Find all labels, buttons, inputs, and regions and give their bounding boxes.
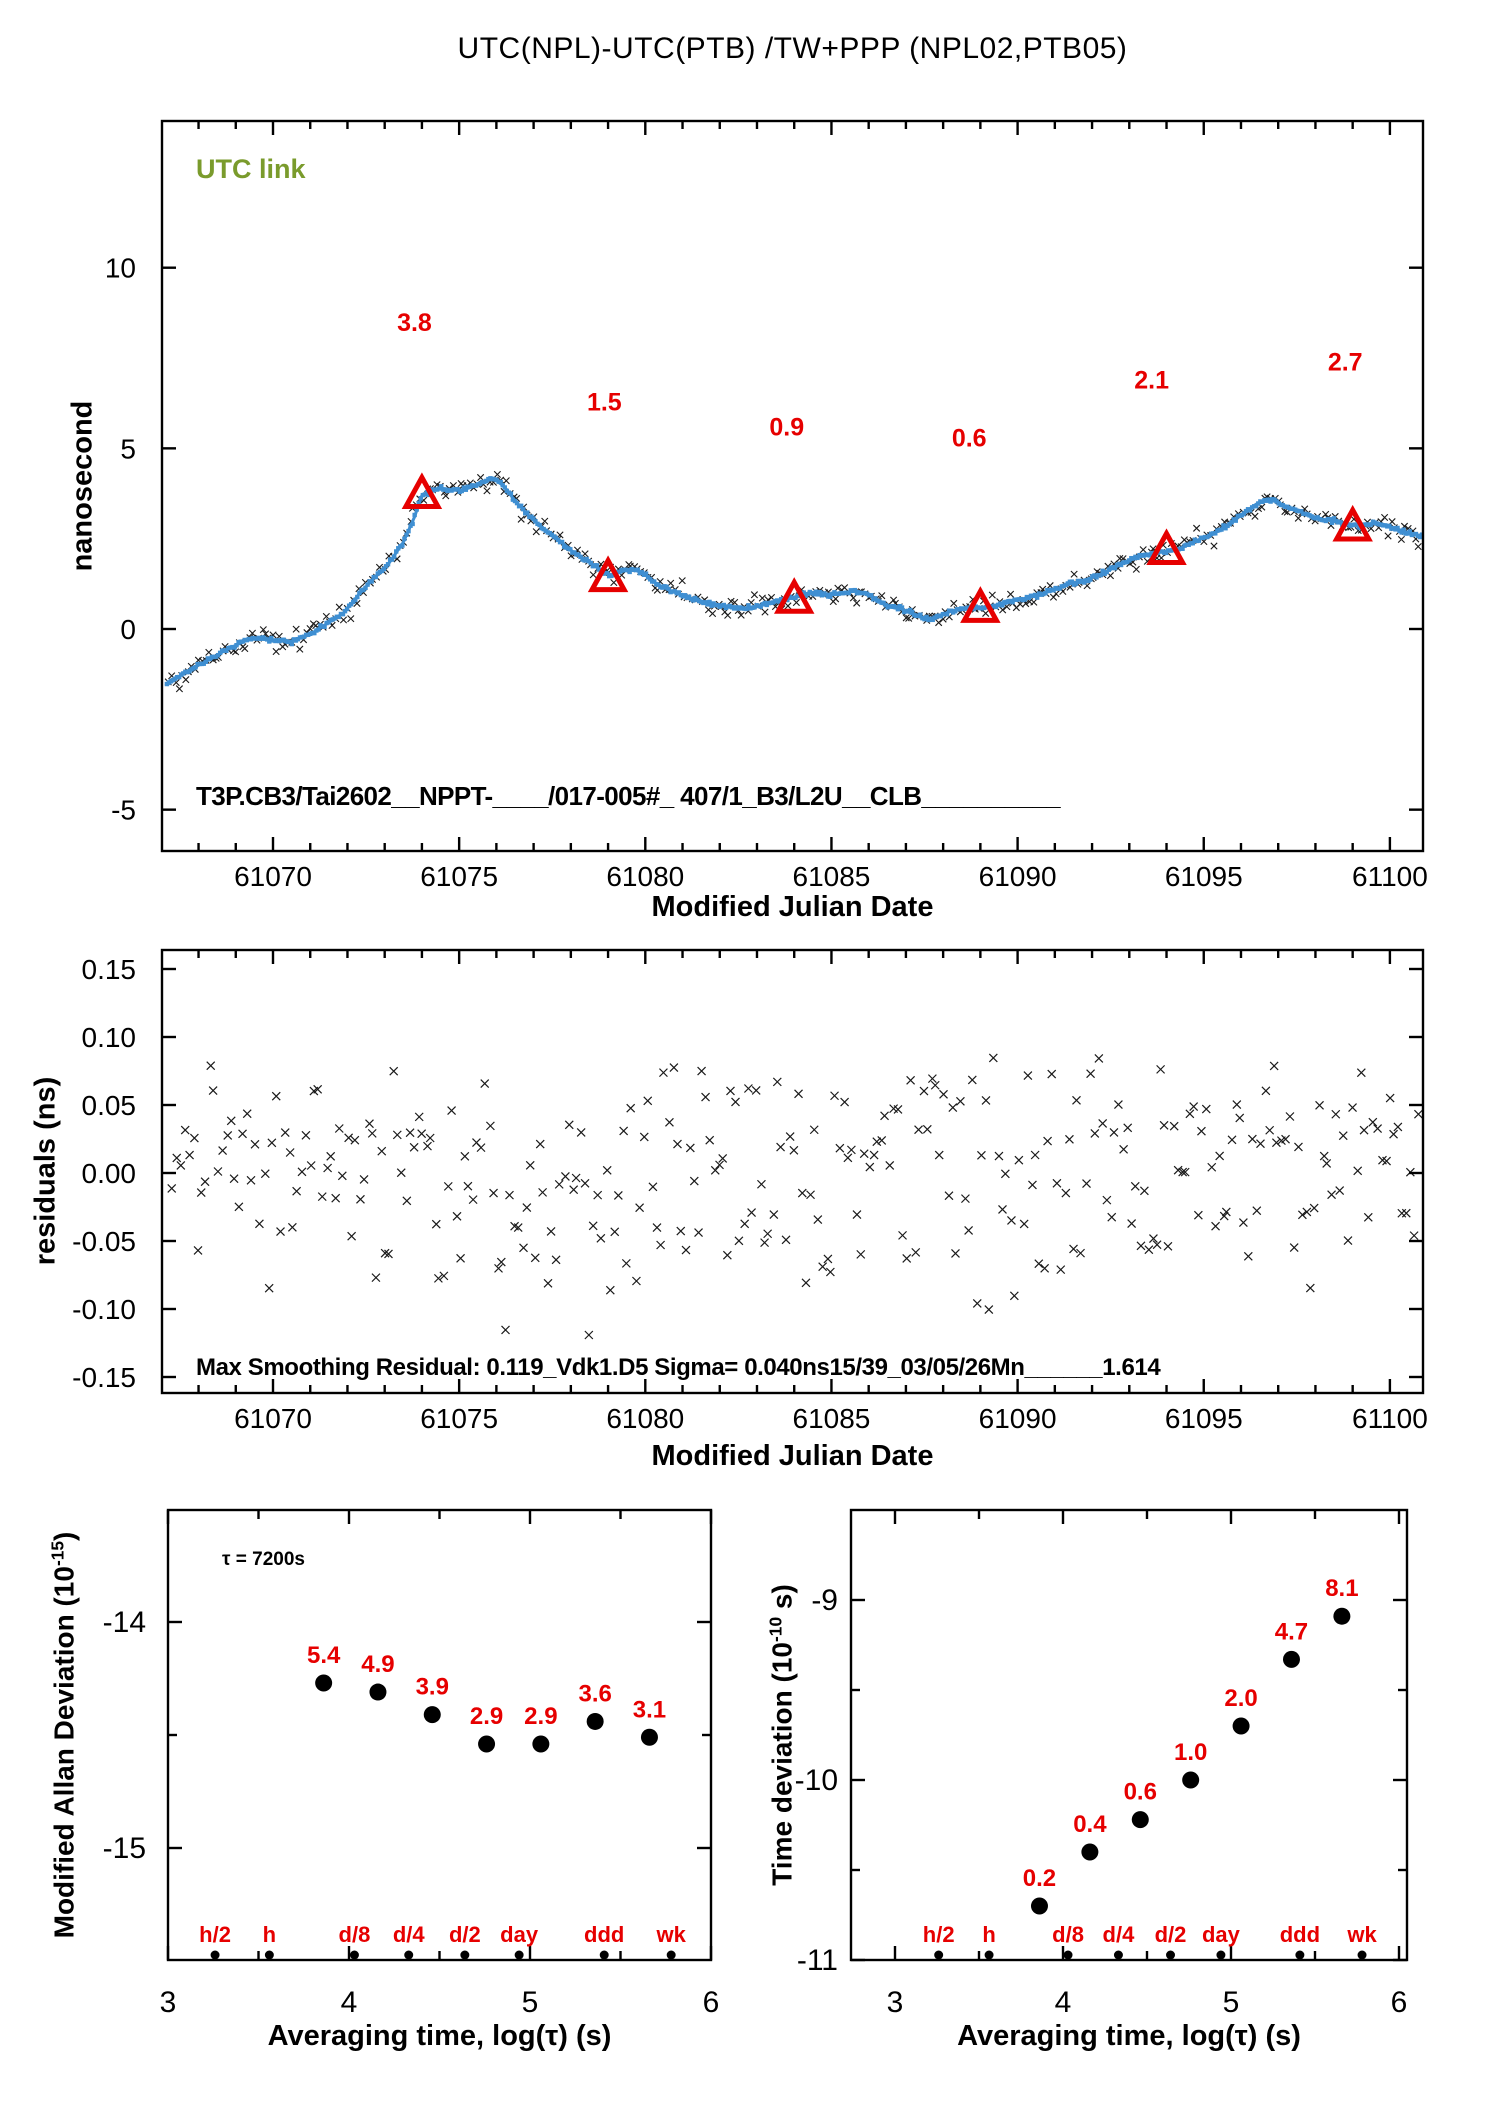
y-tick-label: -0.15 <box>72 1362 136 1393</box>
x-tick-label: 61085 <box>792 1403 871 1434</box>
mdev-points <box>307 1642 666 1753</box>
tau-marker-dot <box>460 1951 469 1960</box>
x-tick-label: 61090 <box>978 861 1057 892</box>
y-tick-label: -0.05 <box>72 1226 136 1257</box>
calibration-value-labels <box>397 309 1363 453</box>
calibration-value-label: 2.7 <box>1327 348 1363 377</box>
link-config-annotation: T3P.CB3/Tai2602__NPPT-____/017-005#_ 407/1_B3/L2U__CLB__________ <box>196 781 1061 811</box>
x-tick-label: 4 <box>340 1986 358 2019</box>
x-tick-label: 3 <box>159 1986 177 2019</box>
x-tick-label: 61100 <box>1352 1403 1428 1434</box>
tdev-value-label: 4.7 <box>1274 1618 1309 1646</box>
tau-marker-dot <box>600 1951 609 1960</box>
top-panel <box>105 121 1428 892</box>
y-tick-label: -5 <box>111 794 136 826</box>
mdev-data-point <box>532 1736 549 1753</box>
tau-marker-dot <box>1064 1951 1073 1960</box>
mdev-tau-markers <box>199 1922 686 1960</box>
mdev-value-label: 3.6 <box>578 1680 612 1708</box>
tau-marker-dot <box>1295 1951 1304 1960</box>
tdev-value-label: 1.0 <box>1173 1739 1208 1766</box>
tau-marker-label: d/2 <box>448 1922 481 1947</box>
tdev-value-label: 0.6 <box>1123 1778 1157 1806</box>
tau-marker-label: d/4 <box>1102 1922 1135 1947</box>
x-tick-label: 61075 <box>420 1403 499 1434</box>
tau-marker-dot <box>667 1951 676 1960</box>
mid-yaxis-title: residuals (ns) <box>29 1076 62 1266</box>
tau-marker-dot <box>350 1951 359 1960</box>
tdev-panel <box>795 1510 1408 2019</box>
top-panel-axes <box>105 121 1428 892</box>
mdev-data-point <box>369 1684 386 1701</box>
tau-marker-dot <box>1358 1951 1367 1960</box>
tau-marker-label: h <box>262 1922 277 1947</box>
tau-marker-label: h <box>982 1922 996 1947</box>
x-tick-label: 61080 <box>606 861 685 892</box>
residuals-axes <box>72 950 1428 1434</box>
smoothing-residual-annotation: Max Smoothing Residual: 0.119_Vdk1.D5 Sigma= 0.040ns15/39_03/05/26Mn______1.614 <box>196 1354 1161 1381</box>
x-tick-label: 61085 <box>792 861 871 892</box>
tdev-xaxis-title: Averaging time, log(τ) (s) <box>957 2020 1301 2052</box>
tdev-data-point <box>1081 1844 1098 1861</box>
tau-marker-label: d/4 <box>392 1922 425 1947</box>
residuals-scatter <box>168 1054 1423 1339</box>
tau-marker-label: ddd <box>584 1922 625 1947</box>
mdev-value-label: 3.1 <box>632 1696 667 1724</box>
y-tick-label: -11 <box>796 1944 838 1977</box>
y-tick-label: -10 <box>794 1764 838 1797</box>
x-tick-label: 61095 <box>1164 861 1243 892</box>
calibration-value-label: 1.5 <box>586 388 622 417</box>
top-yaxis-title: nanosecond <box>66 400 99 572</box>
tau-marker-dot <box>404 1951 413 1960</box>
mdev-data-point <box>478 1736 495 1753</box>
tdev-data-point <box>1333 1608 1350 1625</box>
tdev-value-label: 0.2 <box>1022 1865 1057 1892</box>
x-tick-label: 61075 <box>420 861 499 892</box>
tau-marker-label: wk <box>1347 1922 1377 1947</box>
tdev-data-point <box>1132 1811 1149 1828</box>
calibration-value-label: 0.9 <box>769 413 805 442</box>
tau-note: τ = 7200s <box>222 1549 305 1570</box>
mdev-xaxis-title: Averaging time, log(τ) (s) <box>267 2020 612 2052</box>
mdev-data-point <box>315 1675 332 1692</box>
tdev-data-point <box>1182 1772 1199 1789</box>
top-xaxis-title: Modified Julian Date <box>651 891 934 923</box>
tau-marker-label: d/2 <box>1154 1922 1187 1947</box>
x-tick-label: 61100 <box>1352 861 1428 892</box>
tau-marker-label: d/8 <box>338 1922 371 1947</box>
y-tick-label: 0.10 <box>81 1022 136 1053</box>
mdev-yaxis-base: Modified Allan Deviation (10 <box>48 1566 80 1939</box>
tau-marker-dot <box>985 1951 994 1960</box>
residuals-panel <box>72 950 1428 1434</box>
calibration-value-label: 0.6 <box>951 424 987 453</box>
tau-marker-label: wk <box>656 1922 686 1947</box>
tdev-yaxis-close: s) <box>766 1584 798 1617</box>
x-tick-label: 3 <box>886 1986 904 2019</box>
tau-marker-dot <box>1114 1951 1123 1960</box>
y-tick-label: 0 <box>120 614 136 645</box>
tau-marker-dot <box>211 1951 220 1960</box>
y-tick-label: 10 <box>104 252 136 284</box>
mdev-yaxis-exponent: -15 <box>47 1540 68 1567</box>
mdev-value-label: 2.9 <box>469 1703 504 1731</box>
tdev-value-label: 2.0 <box>1224 1685 1258 1712</box>
x-tick-label: 4 <box>1054 1986 1072 2019</box>
y-tick-label: 0.00 <box>81 1158 136 1189</box>
mdev-data-point <box>587 1713 604 1730</box>
x-tick-label: 5 <box>1222 1986 1240 2019</box>
y-tick-label: 0.15 <box>81 954 136 985</box>
x-tick-label: 61070 <box>234 1403 312 1434</box>
x-tick-label: 6 <box>702 1986 720 2019</box>
calibration-value-label: 2.1 <box>1134 366 1170 395</box>
mdev-value-label: 4.9 <box>361 1651 395 1679</box>
x-tick-label: 5 <box>521 1986 539 2019</box>
mdev-data-point <box>424 1706 441 1723</box>
tau-marker-label: h/2 <box>199 1922 231 1947</box>
tau-marker-label: day <box>500 1922 539 1947</box>
tdev-yaxis-exponent: -10 <box>765 1616 786 1642</box>
y-tick-label: 0.05 <box>81 1090 136 1121</box>
y-tick-label: -15 <box>102 1832 146 1865</box>
tau-marker-label: d/8 <box>1052 1922 1084 1947</box>
tdev-data-point <box>1283 1651 1300 1668</box>
tau-marker-label: day <box>1201 1922 1240 1947</box>
y-tick-label: 5 <box>120 433 136 465</box>
tdev-value-label: 8.1 <box>1325 1575 1359 1603</box>
tau-marker-label: ddd <box>1279 1922 1321 1947</box>
mdev-yaxis-close: ) <box>48 1531 80 1541</box>
mdev-value-label: 3.9 <box>415 1673 449 1701</box>
tdev-tau-markers <box>923 1922 1378 1960</box>
x-tick-label: 6 <box>1390 1986 1408 2019</box>
calibration-triangles <box>406 478 1369 621</box>
tdev-points <box>1023 1575 1359 1914</box>
tau-marker-dot <box>1166 1951 1175 1960</box>
x-tick-label: 61090 <box>978 1403 1057 1434</box>
tau-marker-dot <box>515 1951 524 1960</box>
tau-marker-dot <box>1216 1951 1225 1960</box>
tdev-data-point <box>1233 1718 1250 1735</box>
tau-marker-dot <box>265 1951 274 1960</box>
mdev-panel <box>103 1510 720 2019</box>
mdev-value-label: 2.9 <box>524 1703 558 1731</box>
tdev-value-label: 0.4 <box>1073 1811 1107 1838</box>
tau-marker-dot <box>934 1951 943 1960</box>
utc-link-legend: UTC link <box>196 154 306 184</box>
mid-xaxis-title: Modified Julian Date <box>651 1440 934 1472</box>
x-tick-label: 61080 <box>606 1403 685 1434</box>
tdev-yaxis-base: Time deviation (10 <box>766 1641 798 1886</box>
tau-marker-label: h/2 <box>922 1922 955 1947</box>
page-title: UTC(NPL)-UTC(PTB) /TW+PPP (NPL02,PTB05) <box>457 32 1128 65</box>
mdev-value-label: 5.4 <box>306 1642 341 1670</box>
x-tick-label: 61070 <box>234 861 312 892</box>
mdev-data-point <box>641 1729 658 1746</box>
tdev-data-point <box>1031 1898 1048 1915</box>
calibration-value-label: 3.8 <box>397 308 432 337</box>
y-tick-label: -0.10 <box>72 1294 136 1325</box>
y-tick-label: -14 <box>102 1606 146 1639</box>
y-tick-label: -9 <box>811 1584 838 1617</box>
x-tick-label: 61095 <box>1164 1403 1243 1434</box>
